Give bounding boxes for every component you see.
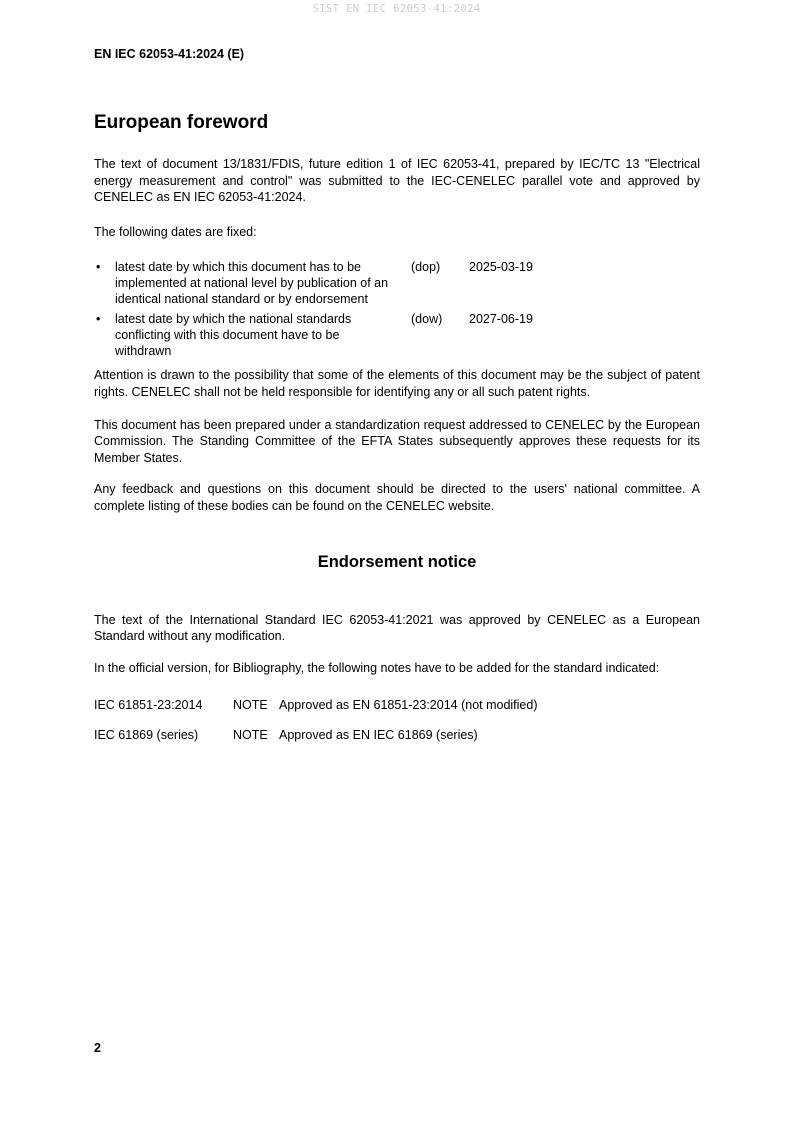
date-value-dow: 2027-06-19 (469, 312, 533, 327)
date-description: latest date by which this document has to be implemented at national level by publication of an identical national standard or by endorsement (115, 260, 389, 307)
foreword-attention-paragraph: Attention is drawn to the possibility that some of the elements of this document may be the subject of patent rights. CENELEC shall not be held responsible for identifying any or all such patent rights. (94, 368, 700, 399)
dates-intro: The following dates are fixed: (94, 224, 257, 239)
date-value-dop: 2025-03-19 (469, 260, 533, 275)
bibliography-note-row (94, 727, 700, 743)
date-description: latest date by which the national standards conflicting with this document have to be withdrawn (115, 312, 352, 359)
running-header-watermark: SIST EN IEC 62053-41:2024 (312, 3, 481, 15)
date-item-dow (94, 311, 700, 359)
foreword-prepared-paragraph: This document has been prepared under a standardization request addressed to CENELEC by the European Commission. The Standing Committee of the EFTA States subsequently approves these requests for its Member States. (94, 417, 700, 465)
foreword-title: European foreword (94, 112, 269, 133)
foreword-feedback-paragraph: Any feedback and questions on this document should be directed to the users' national committee. A complete listing of these bodies can be found on the CENELEC website. (94, 482, 700, 513)
foreword-submission-paragraph: The text of document 13/1831/FDIS, future edition 1 of IEC 62053-41, prepared by IEC/TC 13 "Electrical energy measurement and control" was submitted to the IEC-CENELEC parallel vote and approved by CENELEC as EN IEC 62053-41:2024. (94, 157, 700, 205)
note-label: NOTE (233, 698, 268, 713)
endorsement-approval-paragraph: The text of the International Standard IEC 62053-41:2021 was approved by CENELEC as a European Standard without any modification. (94, 612, 700, 644)
note-standard: IEC 61851-23:2014 (94, 698, 203, 713)
note-standard: IEC 61869 (series) (94, 728, 199, 743)
page-number: 2 (94, 1041, 101, 1055)
bibliography-note-row (94, 697, 700, 713)
note-label: NOTE (233, 728, 268, 743)
date-label-dop: (dop) (411, 260, 441, 275)
date-label-dow: (dow) (411, 312, 443, 327)
endorsement-notice-title: Endorsement notice (317, 552, 477, 571)
note-text: Approved as EN IEC 61869 (series) (279, 728, 478, 743)
bullet-icon: • (96, 260, 101, 275)
note-text: Approved as EN 61851-23:2014 (not modified) (279, 698, 538, 713)
date-item-dop (94, 259, 700, 307)
bullet-icon: • (96, 312, 101, 327)
document-reference: EN IEC 62053-41:2024 (E) (94, 47, 245, 61)
endorsement-bibliography-paragraph: In the official version, for Bibliography, the following notes have to be added for the standard indicated: (94, 660, 660, 675)
